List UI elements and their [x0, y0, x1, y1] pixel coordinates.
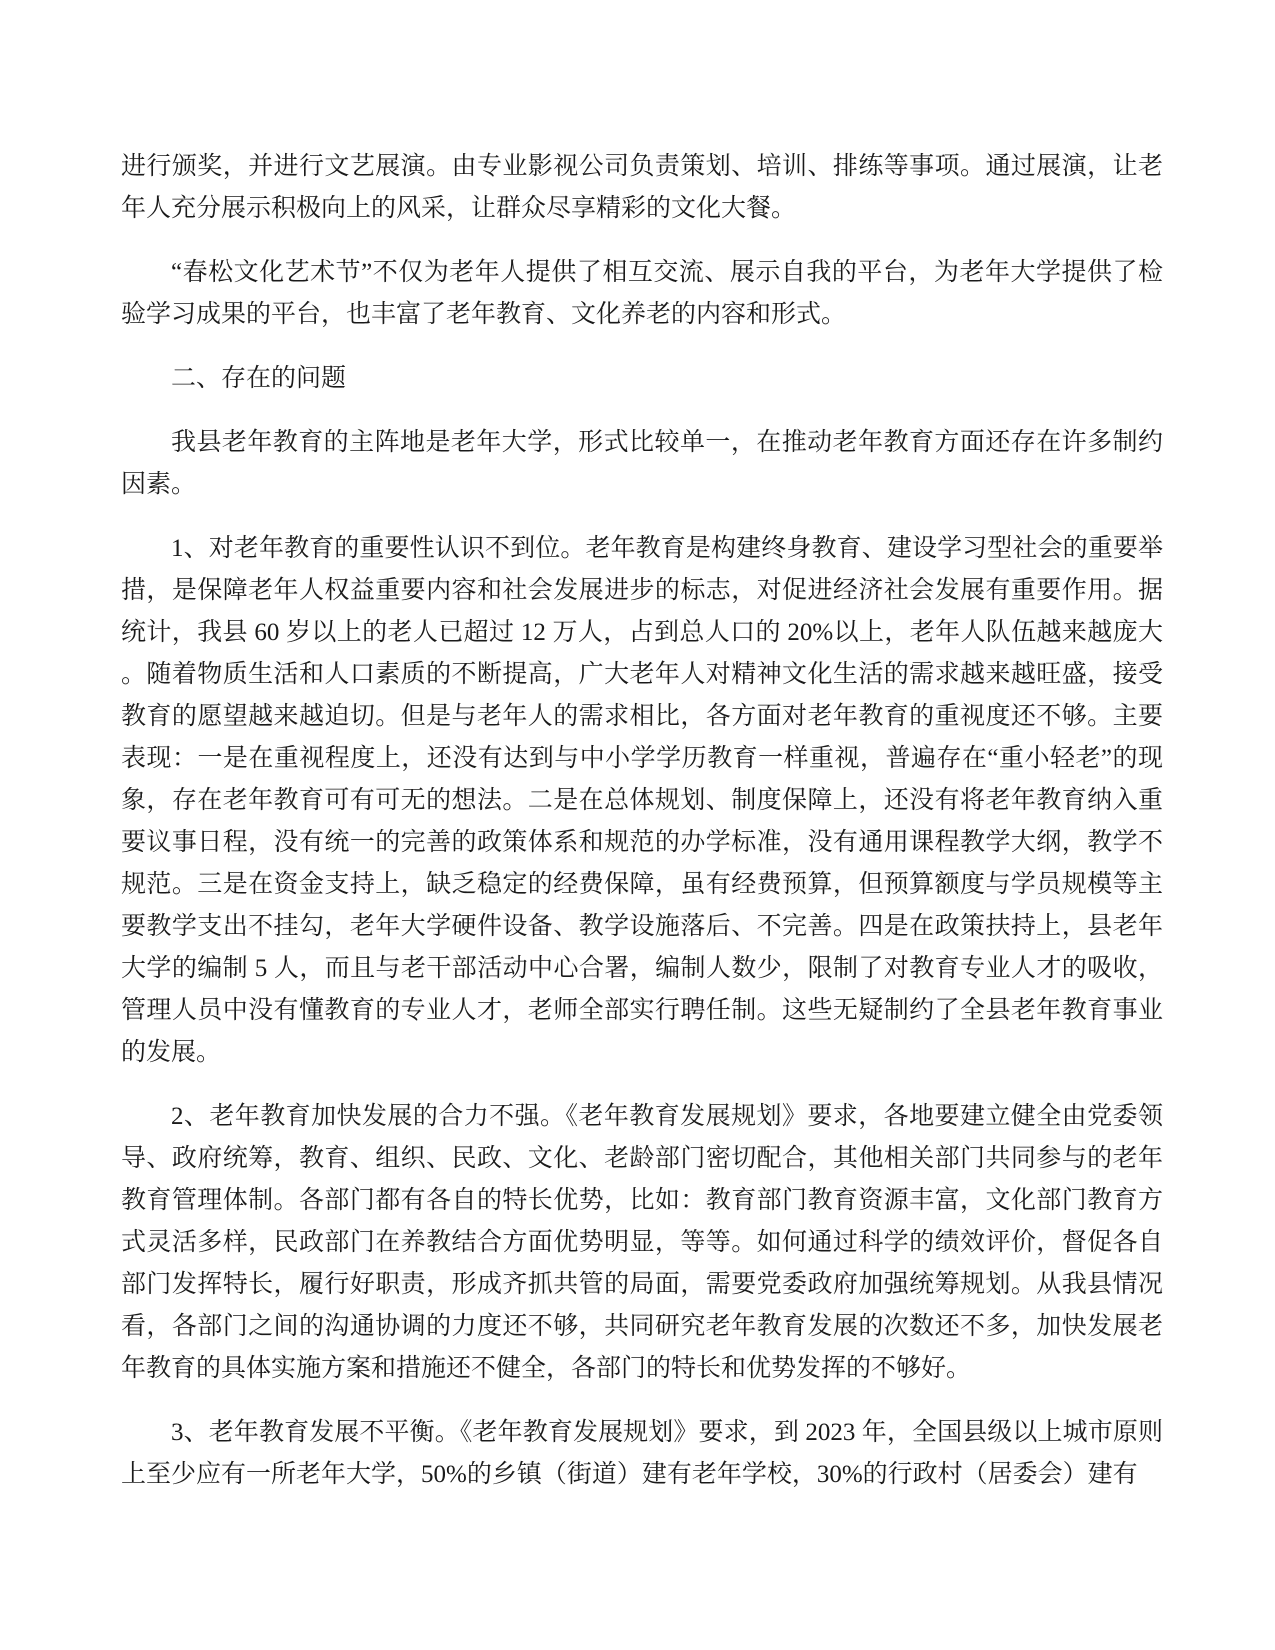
section-heading-problems: 二、存在的问题 — [171, 365, 347, 392]
body-paragraph-item-1: 1、对老年教育的重要性认识不到位。老年教育是构建终身教育、建设学习型社会的重要举措，是保障老年人权益重要内容和社会发展进步的标志，对促进经济社会发展有重要作用。据统计，我县 60 岁以上的老人已超过 12 万人，占到总人口的 20%以上，老年人队伍越来越庞大。随着物质生活和人口素质的不断提高，广大老年人对精神文化生活的需求越来越旺盛，接受教育的愿望越来越迫切。但是与老年人的需求相比，各方面对老年教育的重视度还不够。主要表现：一是在重视程度上，还没有达到与中小学学历教育一样重视，普遍存在“重小轻老”的现象，存在老年教育可有可无的想法。二是在总体规划、制度保障上，还没有将老年教育纳入重要议事日程，没有统一的完善的政策体系和规范的办学标准，没有通用课程教学大纲，教学不规范。三是在资金支持上，缺乏稳定的经费保障，虽有经费预算，但预算额度与学员规模等主要教学支出不挂勾，老年大学硬件设备、教学设施落后、不完善。四是在政策扶持上，县老年大学的编制 5 人，而且与老干部活动中心合署，编制人数少，限制了对教育专业人才的吸收，管理人员中没有懂教育的专业人才，老师全部实行聘任制。这些无疑制约了全县老年教育事业的发展。 — [121, 535, 1163, 1066]
body-paragraph-item-3: 3、老年教育发展不平衡。《老年教育发展规划》要求，到 2023 年，全国县级以上城市原则上至少应有一所老年大学，50%的乡镇（街道）建有老年学校，30%的行政村（居委会）建有 — [121, 1419, 1163, 1488]
body-paragraph: 我县老年教育的主阵地是老年大学，形式比较单一，在推动老年教育方面还存在许多制约因素。 — [121, 429, 1163, 498]
body-paragraph-continuation: 进行颁奖，并进行文艺展演。由专业影视公司负责策划、培训、排练等事项。通过展演，让老年人充分展示积极向上的风采，让群众尽享精彩的文化大餐。 — [121, 153, 1163, 222]
body-paragraph-item-2: 2、老年教育加快发展的合力不强。《老年教育发展规划》要求，各地要建立健全由党委领导、政府统筹，教育、组织、民政、文化、老龄部门密切配合，其他相关部门共同参与的老年教育管理体制。各部门都有各自的特长优势，比如：教育部门教育资源丰富，文化部门教育方式灵活多样，民政部门在养教结合方面优势明显，等等。如何通过科学的绩效评价，督促各自部门发挥特长，履行好职责，形成齐抓共管的局面，需要党委政府加强统筹规划。从我县情况看，各部门之间的沟通协调的力度还不够，共同研究老年教育发展的次数还不多，加快发展老年教育的具体实施方案和措施还不健全，各部门的特长和优势发挥的不够好。 — [121, 1103, 1163, 1382]
body-paragraph: “春松文化艺术节”不仅为老年人提供了相互交流、展示自我的平台，为老年大学提供了检验学习成果的平台，也丰富了老年教育、文化养老的内容和形式。 — [121, 259, 1163, 328]
